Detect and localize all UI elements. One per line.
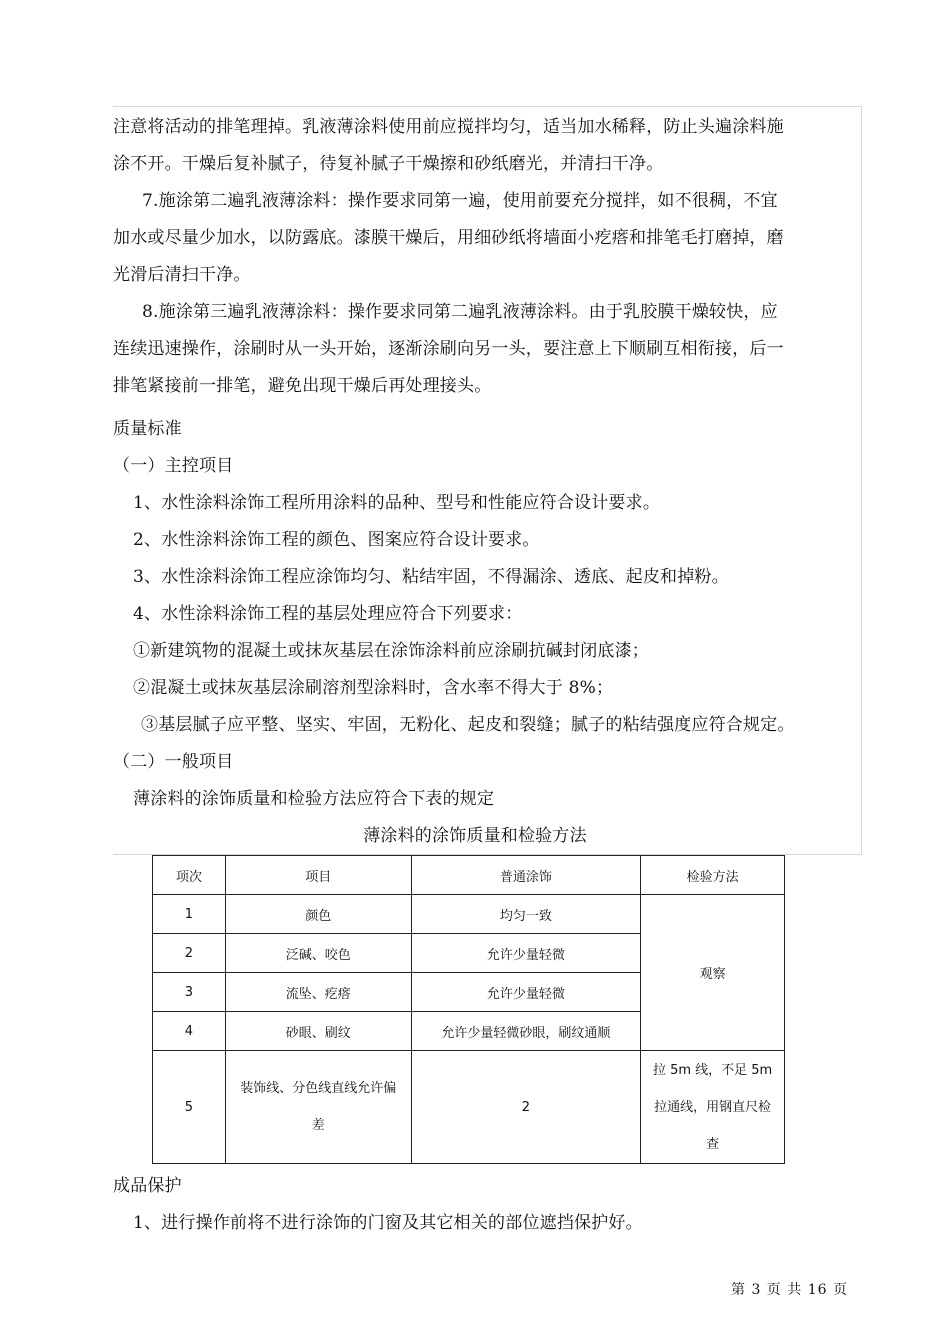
- inspection-method-cell: 观察: [641, 895, 785, 1051]
- text-line: 连续迅速操作，涂刷时从一头开始，逐渐涂刷向另一头，要注意上下顺刷互相衔接，后一: [113, 339, 784, 359]
- text-line: 注意将活动的排笔理掉。乳液薄涂料使用前应搅拌均匀，适当加水稀释，防止头遍涂料施: [113, 117, 784, 137]
- row-number-cell: 4: [153, 1012, 226, 1051]
- item-cell: [225, 1051, 411, 1164]
- text-line: 涂不开。干燥后复补腻子，待复补腻子干燥擦和砂纸磨光，并清扫干净。: [113, 154, 664, 174]
- item-cell: 颜色: [225, 895, 411, 934]
- method-cell-line: 拉 5m 线，不足 5m: [652, 1062, 773, 1078]
- paragraph-step7: [113, 183, 861, 294]
- table-header-row: [153, 856, 785, 895]
- item-cell-line: 装饰线、分色线直线允许偏: [240, 1081, 397, 1096]
- page-number: 第 3 页 共 16 页: [731, 1282, 848, 1298]
- table-row: [153, 895, 785, 934]
- quality-standard-heading: 质量标准: [113, 419, 182, 439]
- text-line: 光滑后清扫干净。: [113, 265, 251, 285]
- general-items-heading: （二）一般项目: [113, 752, 234, 772]
- main-control-item-1: 1、水性涂料涂饰工程所用涂料的品种、型号和性能应符合设计要求。: [133, 493, 661, 513]
- text-line: 排笔紧接前一排笔，避免出现干燥后再处理接头。: [113, 376, 492, 396]
- product-protection-heading: 成品保护: [113, 1176, 182, 1196]
- main-control-item-3: 3、水性涂料涂饰工程应涂饰均匀、粘结牢固，不得漏涂、透底、起皮和掉粉。: [133, 567, 729, 587]
- main-control-item-4: 4、水性涂料涂饰工程的基层处理应符合下列要求：: [133, 604, 523, 624]
- text-line: 8.施涂第三遍乳液薄涂料：操作要求同第二遍乳液薄涂料。由于乳胶膜干燥较快，应: [142, 302, 778, 322]
- item-cell: 泛碱、咬色: [225, 934, 411, 973]
- substrate-requirement-1: ①新建筑物的混凝土或抹灰基层在涂饰涂料前应涂刷抗碱封闭底漆；: [133, 641, 649, 661]
- paragraph-step8: [113, 294, 861, 405]
- standard-cell: 允许少量轻微: [411, 973, 641, 1012]
- header-cell: 项目: [225, 856, 411, 895]
- item-cell: 砂眼、刷纹: [225, 1012, 411, 1051]
- text-line: 7.施涂第二遍乳液薄涂料：操作要求同第一遍，使用前要充分搅拌，如不很稠，不宜: [142, 191, 778, 211]
- header-cell: 普通涂饰: [411, 856, 641, 895]
- general-items-intro: 薄涂料的涂饰质量和检验方法应符合下表的规定: [133, 789, 495, 809]
- standard-cell: 2: [411, 1051, 641, 1164]
- standard-cell: 允许少量轻微砂眼，刷纹通顺: [411, 1012, 641, 1051]
- frame-top-line: [113, 106, 862, 107]
- standard-cell: 允许少量轻微: [411, 934, 641, 973]
- main-control-item-2: 2、水性涂料涂饰工程的颜色、图案应符合设计要求。: [133, 530, 540, 550]
- quality-inspection-table: [152, 855, 785, 1164]
- inspection-method-cell: [641, 1051, 785, 1164]
- standard-cell: 均匀一致: [411, 895, 641, 934]
- item-cell-line: 差: [311, 1118, 325, 1133]
- table-row: [153, 1051, 785, 1164]
- row-number-cell: 2: [153, 934, 226, 973]
- product-protection-item-1: 1、进行操作前将不进行涂饰的门窗及其它相关的部位遮挡保护好。: [133, 1213, 643, 1233]
- method-cell-line: 查: [706, 1136, 720, 1152]
- substrate-requirement-2: ②混凝土或抹灰基层涂刷溶剂型涂料时，含水率不得大于 8%；: [133, 678, 614, 698]
- row-number-cell: 3: [153, 973, 226, 1012]
- frame-right-line: [861, 106, 862, 855]
- main-control-heading: （一）主控项目: [113, 456, 234, 476]
- row-number-cell: 1: [153, 895, 226, 934]
- header-cell: 检验方法: [641, 856, 785, 895]
- text-line: 加水或尽量少加水，以防露底。漆膜干燥后，用细砂纸将墙面小疙瘩和排笔毛打磨掉，磨: [113, 228, 784, 248]
- substrate-requirement-3: ③基层腻子应平整、坚实、牢固，无粉化、起皮和裂缝；腻子的粘结强度应符合规定。: [141, 715, 795, 735]
- table-title: 薄涂料的涂饰质量和检验方法: [363, 826, 587, 846]
- row-number-cell: 5: [153, 1051, 226, 1164]
- item-cell: 流坠、疙瘩: [225, 973, 411, 1012]
- method-cell-line: 拉通线，用钢直尺检: [654, 1099, 772, 1115]
- paragraph-step6-continued: [113, 109, 861, 183]
- header-cell: 项次: [153, 856, 226, 895]
